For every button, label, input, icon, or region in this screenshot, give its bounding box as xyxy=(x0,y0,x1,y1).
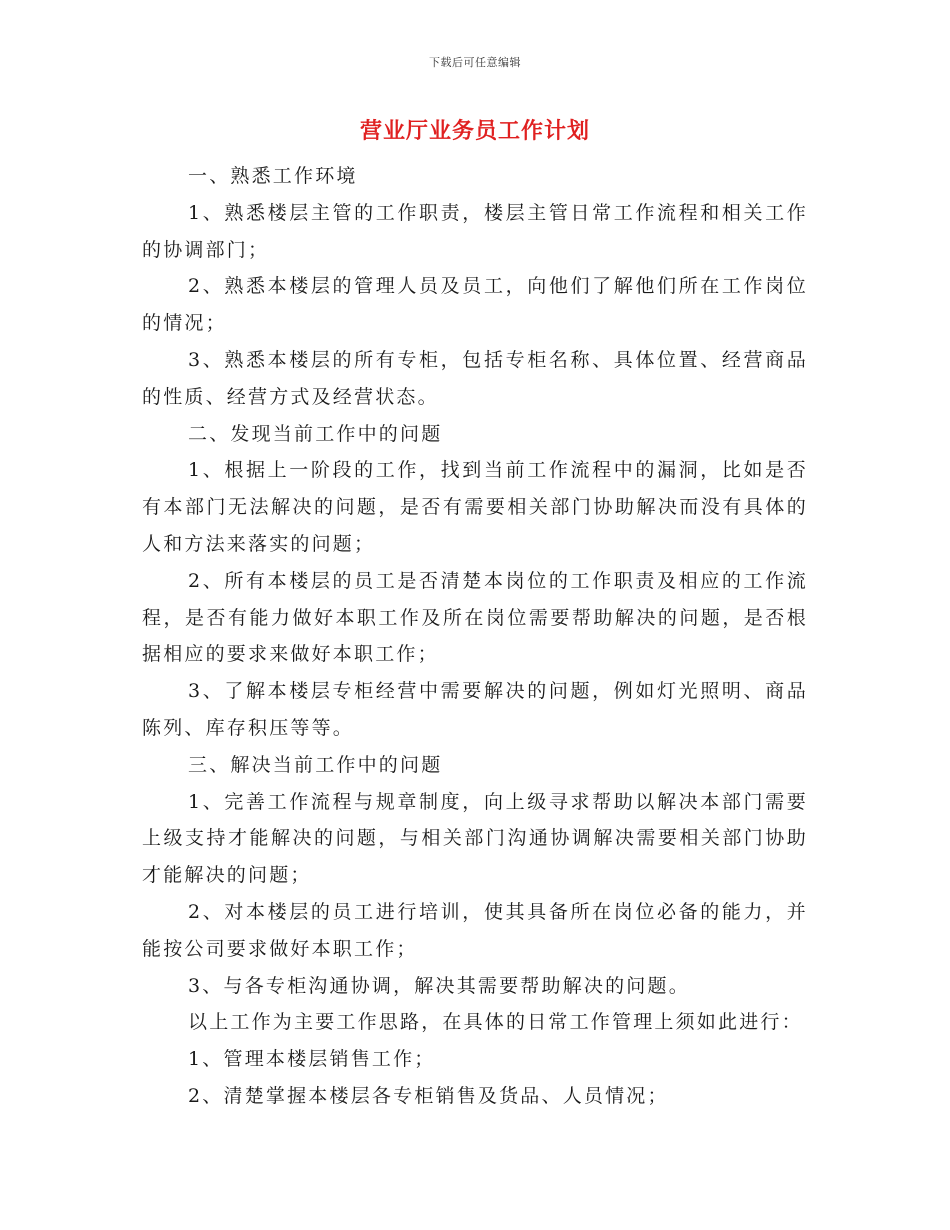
paragraph: 1、管理本楼层销售工作； xyxy=(188,1048,436,1071)
document-title: 营业厅业务员工作计划 xyxy=(359,119,590,144)
document-body xyxy=(142,158,808,1115)
paragraph: 3、与各专柜沟通协调，解决其需要帮助解决的问题。 xyxy=(188,974,690,997)
paragraph: 2、清楚掌握本楼层各专柜销售及货品、人员情况； xyxy=(188,1084,669,1107)
page-header-note: 下载后可任意编辑 xyxy=(429,56,521,69)
paragraph: 1、根据上一阶段的工作，找到当前工作流程中的漏洞，比如是否有本部门无法解决的问题，是否有需要相关部门协助解决而没有具体的人和方法来落实的问题； xyxy=(142,459,808,555)
paragraph: 3、熟悉本楼层的所有专柜，包括专柜名称、具体位置、经营商品的性质、经营方式及经营状态。 xyxy=(142,348,808,408)
section-heading-2: 二、发现当前工作中的问题 xyxy=(188,422,443,445)
paragraph: 2、对本楼层的员工进行培训，使其具备所在岗位必备的能力，并能按公司要求做好本职工作； xyxy=(142,900,808,960)
paragraph: 1、完善工作流程与规章制度，向上级寻求帮助以解决本部门需要上级支持才能解决的问题，与相关部门沟通协调解决需要相关部门协助才能解决的问题； xyxy=(142,790,808,887)
paragraph: 2、所有本楼层的员工是否清楚本岗位的工作职责及相应的工作流程，是否有能力做好本职工作及所在岗位需要帮助解决的问题，是否根据相应的要求来做好本职工作； xyxy=(142,569,808,666)
section-heading-1: 一、熟悉工作环境 xyxy=(188,165,358,187)
paragraph: 1、熟悉楼层主管的工作职责，楼层主管日常工作流程和相关工作的协调部门； xyxy=(142,201,808,261)
section-heading-3: 三、解决当前工作中的问题 xyxy=(188,753,443,776)
paragraph: 2、熟悉本楼层的管理人员及员工，向他们了解他们所在工作岗位的情况； xyxy=(142,275,808,335)
paragraph: 以上工作为主要工作思路，在具体的日常工作管理上须如此进行： xyxy=(188,1011,803,1034)
paragraph: 3、了解本楼层专柜经营中需要解决的问题，例如灯光照明、商品陈列、库存积压等等。 xyxy=(142,680,808,739)
